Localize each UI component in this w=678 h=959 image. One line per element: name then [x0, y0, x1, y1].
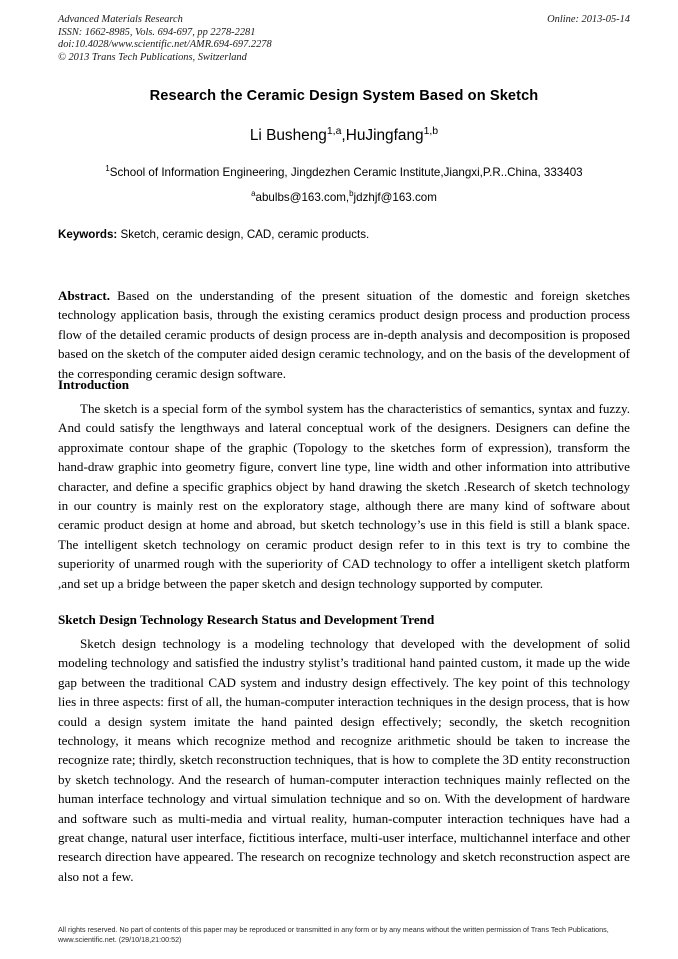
- keywords-value: Sketch, ceramic design, CAD, ceramic products.: [120, 228, 370, 241]
- section-heading-sketch-design: Sketch Design Technology Research Status and Development Trend: [58, 612, 435, 627]
- affiliation-marker: 1: [105, 164, 110, 174]
- email-address-1: abulbs@163.com,: [255, 191, 350, 204]
- online-date: Online: 2013-05-14: [547, 14, 630, 25]
- abstract-label: Abstract.: [58, 288, 110, 303]
- email-marker-b: b: [349, 189, 354, 199]
- author-list: [58, 127, 630, 145]
- footer-rights-notice: All rights reserved. No part of contents of this paper may be reproduced or transmitted in any form or by any means without the written permission of Trans Tech Publications, www.scientific.net. (29/10/18,21:00:52): [58, 925, 609, 944]
- affiliation-text: School of Information Engineering, Jingdezhen Ceramic Institute,Jiangxi,P.R..China, 333403: [109, 166, 583, 179]
- affiliation: [58, 166, 630, 179]
- abstract-text: Based on the understanding of the present situation of the domestic and foreign sketches technology application basis, through the existing ceramics product design process and production process flow of the detailed ceramic products of design process are in-depth analysis and decomposition is proposed based on the sketch of the computer aided design ceramic technology, and on the basis of the development of the corresponding ceramic design software.: [58, 288, 630, 381]
- doi-line: doi:10.4028/www.scientific.net/AMR.694-697.2278: [58, 39, 272, 51]
- section-heading-introduction: Introduction: [58, 377, 130, 392]
- publisher-copyright-line: © 2013 Trans Tech Publications, Switzerland: [58, 51, 247, 63]
- author-name-1: Li Busheng: [249, 127, 327, 144]
- journal-name: Advanced Materials Research: [58, 14, 183, 25]
- author-name-2: HuJingfang: [345, 127, 424, 144]
- keywords-label: Keywords:: [58, 228, 118, 241]
- issn-line: ISSN: 1662-8985, Vols. 694-697, pp 2278-2281: [58, 26, 256, 38]
- journal-masthead: [58, 14, 478, 64]
- section-paragraph-sketch-design: Sketch design technology is a modeling technology that developed with the development of solid modeling technology and satisfied the industry stylist’s traditional hand painted custom, it made up the wide gap between the traditional CAD system and industry design effectively. The key point of this technology lies in three aspects: first of all, the human-computer interaction techniques in the design process, that is how could a design system imitate the hand painted design effectively; secondly, the sketch recognition technology, it means which recognize method and recognize arithmetic should be taken to increase the recognize rate; thirdly, sketch reconstruction techniques, that is how to complete the 3D entity reconstruction by sketch technology. And the research of human-computer interaction techniques mainly reflected on the human interface technology and virtual simulation technique and so on. With the development of hardware and software such as multi-media and virtual reality, human-computer interaction techniques have had a great change, natural user interface, fictitious interface, multi-user interface, multichannel interface and other research direction have appeared. The research on recognize technology and sketch reconstruction aspect are also not a few.: [58, 636, 630, 884]
- author-emails: [58, 191, 630, 204]
- keywords-line: [58, 228, 630, 241]
- section-paragraph-introduction: The sketch is a special form of the symbol system has the characteristics of semantics, syntax and fuzzy. And could satisfy the lengthways and lateral conceptual work of the designers. Designers can define the approximate contour shape of the graphic (Topology to the sketches form of expression), transform the hand-draw graphic into geometry figure, convert line type, line width and other information into attributive character, and define a specific graphics object by hand drawing the sketch .Research of sketch technology in our country is mainly rest on the exploratory stage, although there are many kind of software about ceramic product design at home and abroad, but sketch technology’s use in this field is still a blank space. The intelligent sketch technology on ceramic product design refer to in this text is try to combine the superiority of unarmed rough with the superiority of CAD technology to offer a intelligent sketch platform ,and set up a bridge between the paper sketch and design technology supported by computer.: [58, 401, 630, 591]
- author-affiliation-marker-2: 1,b: [423, 125, 439, 137]
- abstract-block: [58, 286, 630, 383]
- author-affiliation-marker-1: 1,a: [326, 125, 342, 137]
- page-title: Research the Ceramic Design System Based on Sketch: [149, 88, 539, 104]
- journal-header: [58, 14, 630, 64]
- email-address-2: jdzhjf@163.com: [353, 191, 437, 204]
- author-separator: ,: [341, 127, 346, 144]
- email-marker-a: a: [251, 189, 256, 199]
